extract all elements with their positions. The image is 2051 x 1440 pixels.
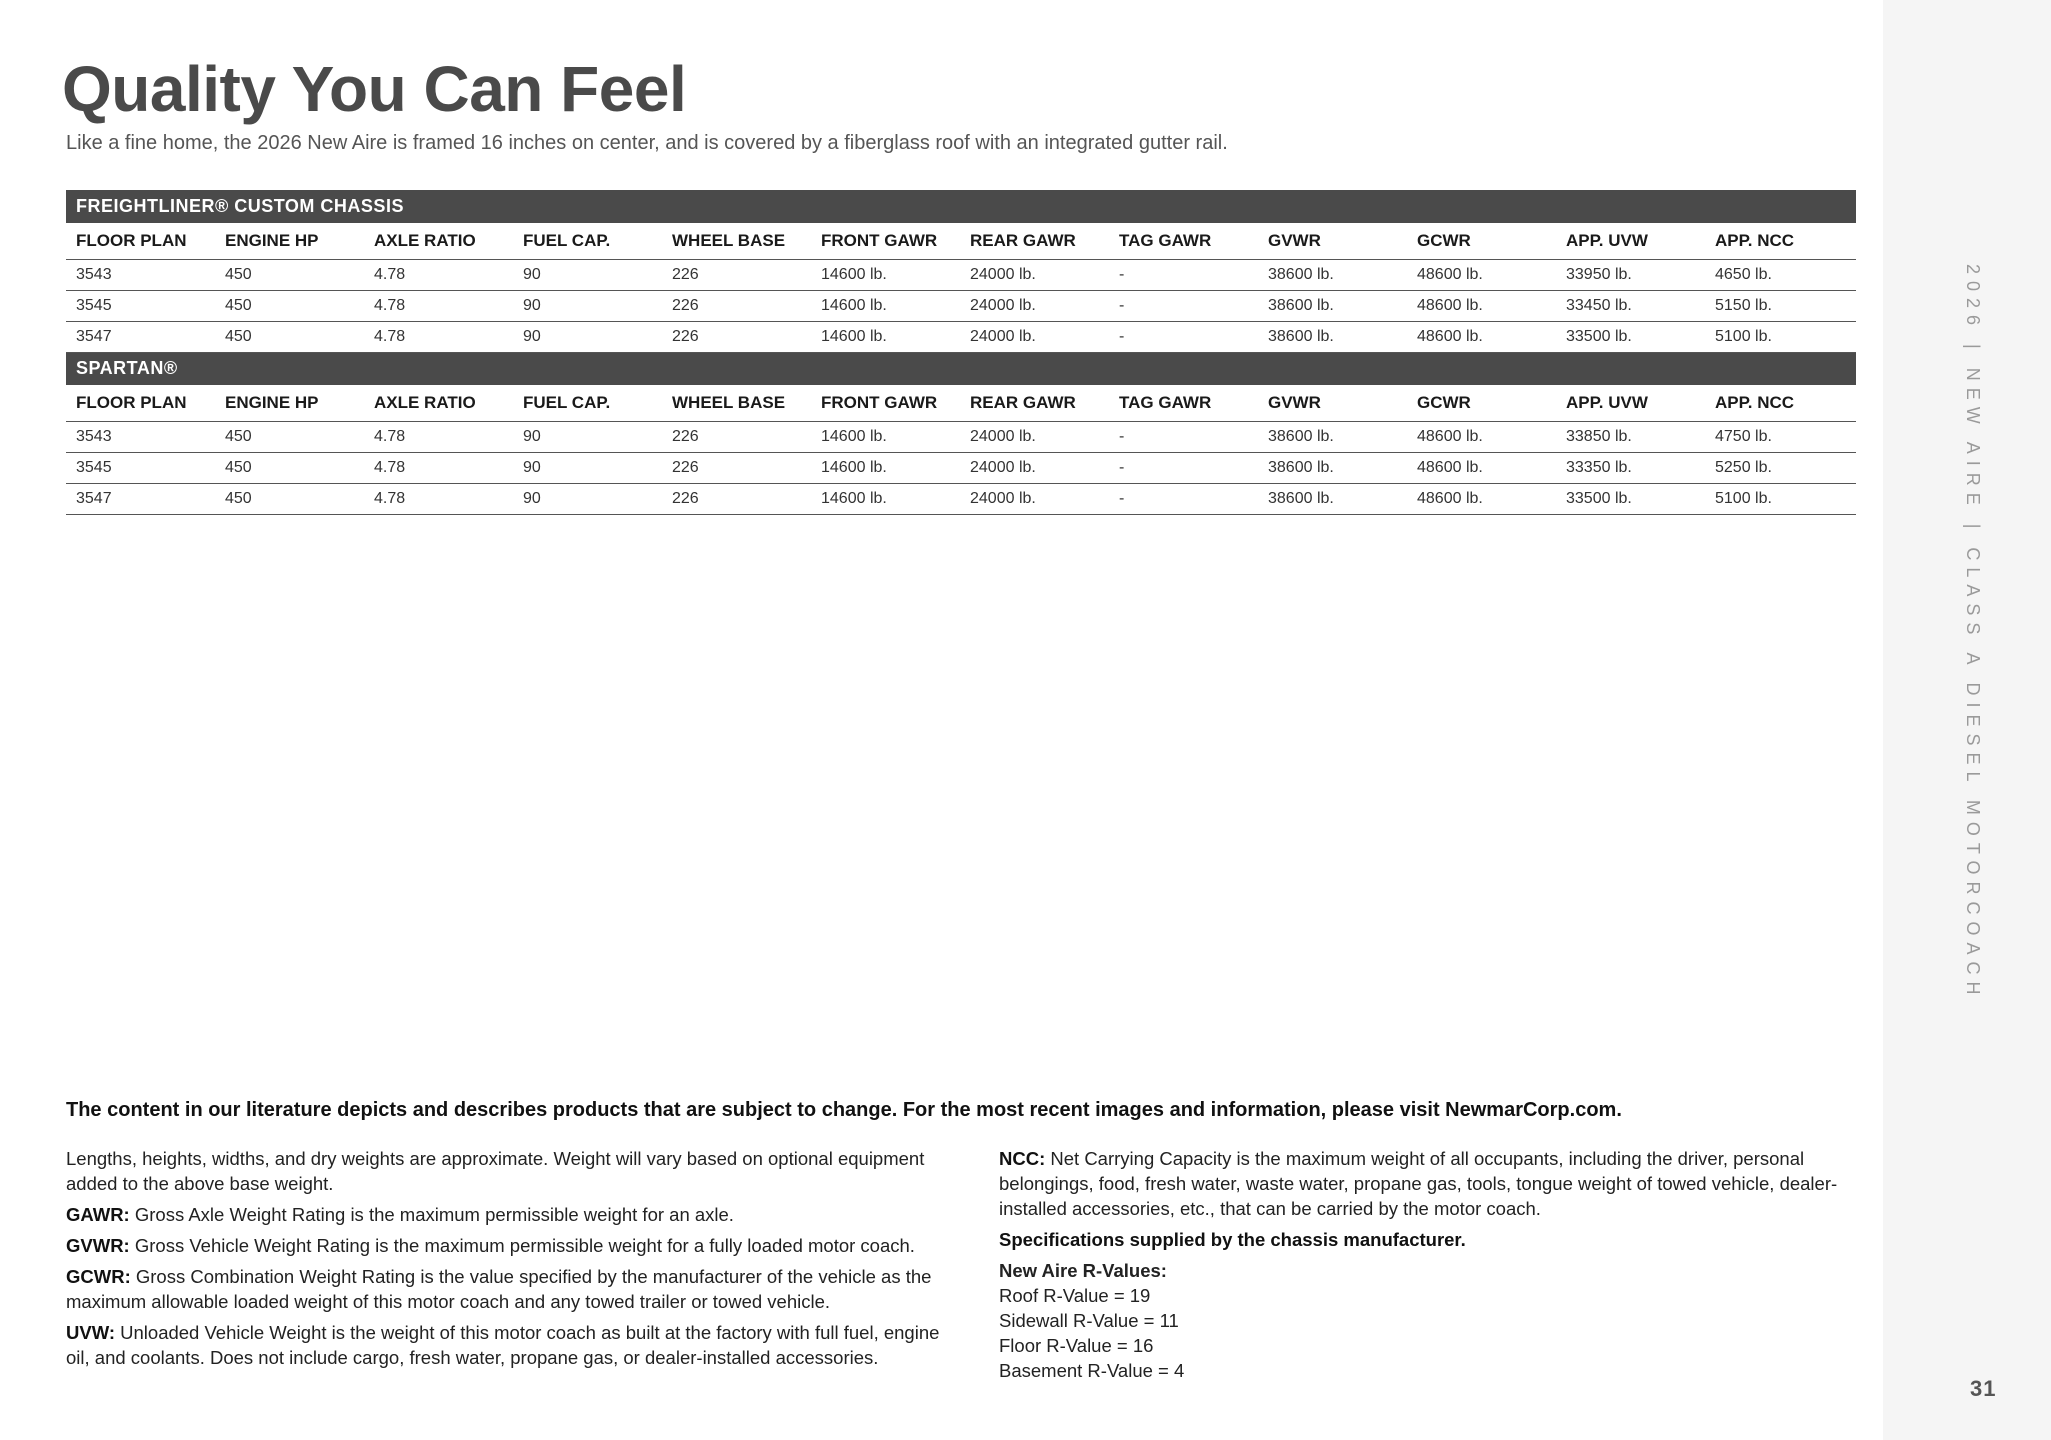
note-uvw: UVW: Unloaded Vehicle Weight is the weight of this motor coach as built at the factory with full fuel, engine oil, and coolants. Does not include cargo, fresh water, propane gas, or dealer-installed accessories. xyxy=(66,1322,940,1368)
table-row xyxy=(66,483,1856,514)
column-header: GVWR xyxy=(1258,223,1407,259)
table-cell: - xyxy=(1109,452,1258,483)
table-cell: 14600 lb. xyxy=(811,452,960,483)
rvalues-block xyxy=(999,1258,1869,1383)
table-cell: - xyxy=(1109,290,1258,321)
table-cell: 33500 lb. xyxy=(1556,483,1705,514)
table-cell: 5100 lb. xyxy=(1705,483,1856,514)
table-cell: 3547 xyxy=(66,321,215,352)
table-cell: 48600 lb. xyxy=(1407,421,1556,452)
note-ncc: NCC: Net Carrying Capacity is the maximum weight of all occupants, including the driver, personal belongings, food, fresh water, waste water, propane gas, tools, tongue weight of towed vehicle, dealer-installed accessories, etc., that can be carried by the motor coach. xyxy=(999,1148,1838,1219)
table-cell: 90 xyxy=(513,421,662,452)
rvalue-roof: Roof R-Value = 19 xyxy=(999,1285,1151,1306)
table-cell: 4.78 xyxy=(364,259,513,290)
table-cell: 48600 lb. xyxy=(1407,483,1556,514)
column-header: AXLE RATIO xyxy=(364,385,513,421)
table-cell: 48600 lb. xyxy=(1407,452,1556,483)
disclaimer: The content in our literature depicts and describes products that are subject to change. For the most recent images and information, please visit NewmarCorp.com. xyxy=(66,1099,1622,1121)
table-cell: 90 xyxy=(513,259,662,290)
table-cell: 48600 lb. xyxy=(1407,259,1556,290)
column-header: TAG GAWR xyxy=(1109,223,1258,259)
table-cell: 3543 xyxy=(66,259,215,290)
section-header xyxy=(66,352,1856,385)
column-header: APP. UVW xyxy=(1556,385,1705,421)
table-cell: 450 xyxy=(215,452,364,483)
notes-left xyxy=(66,1146,946,1376)
table-cell: 4650 lb. xyxy=(1705,259,1856,290)
column-header: GCWR xyxy=(1407,385,1556,421)
table-cell: 14600 lb. xyxy=(811,483,960,514)
table-cell: 450 xyxy=(215,290,364,321)
note-gawr: GAWR: Gross Axle Weight Rating is the maximum permissible weight for an axle. xyxy=(66,1204,734,1225)
table-cell: 33500 lb. xyxy=(1556,321,1705,352)
table-cell: 4.78 xyxy=(364,452,513,483)
table-cell: 226 xyxy=(662,452,811,483)
spec-table xyxy=(66,190,1856,515)
column-header: FRONT GAWR xyxy=(811,223,960,259)
table-cell: 33950 lb. xyxy=(1556,259,1705,290)
table-row xyxy=(66,259,1856,290)
table-cell: 3545 xyxy=(66,452,215,483)
table-cell: 90 xyxy=(513,290,662,321)
note-approximate: Lengths, heights, widths, and dry weights are approximate. Weight will vary based on optional equipment added to the above base weight. xyxy=(66,1148,925,1194)
table-cell: 14600 lb. xyxy=(811,290,960,321)
table-cell: 4.78 xyxy=(364,421,513,452)
table-cell: 48600 lb. xyxy=(1407,290,1556,321)
rvalue-floor: Floor R-Value = 16 xyxy=(999,1335,1154,1356)
column-header: APP. UVW xyxy=(1556,223,1705,259)
table-cell: 3545 xyxy=(66,290,215,321)
table-row xyxy=(66,321,1856,352)
column-header-row xyxy=(66,223,1856,259)
page-number: 31 xyxy=(1970,1376,1997,1401)
note-gcwr: GCWR: Gross Combination Weight Rating is the value specified by the manufacturer of the vehicle as the maximum allowable loaded weight of this motor coach and any towed trailer or towed vehicle. xyxy=(66,1266,932,1312)
column-header: FUEL CAP. xyxy=(513,385,662,421)
column-header: REAR GAWR xyxy=(960,385,1109,421)
table-cell: 450 xyxy=(215,259,364,290)
column-header: GCWR xyxy=(1407,223,1556,259)
table-cell: - xyxy=(1109,259,1258,290)
table-cell: 226 xyxy=(662,483,811,514)
table-cell: 4.78 xyxy=(364,321,513,352)
column-header: TAG GAWR xyxy=(1109,385,1258,421)
table-cell: 38600 lb. xyxy=(1258,421,1407,452)
table-cell: 3543 xyxy=(66,421,215,452)
column-header: ENGINE HP xyxy=(215,385,364,421)
table-cell: 24000 lb. xyxy=(960,290,1109,321)
table-cell: - xyxy=(1109,421,1258,452)
section-title: FREIGHTLINER® CUSTOM CHASSIS xyxy=(66,190,1856,223)
table-cell: - xyxy=(1109,321,1258,352)
table-cell: 450 xyxy=(215,483,364,514)
table-row xyxy=(66,421,1856,452)
table-cell: 24000 lb. xyxy=(960,321,1109,352)
table-cell: 24000 lb. xyxy=(960,259,1109,290)
table-cell: 5250 lb. xyxy=(1705,452,1856,483)
column-header: GVWR xyxy=(1258,385,1407,421)
table-cell: 24000 lb. xyxy=(960,452,1109,483)
table-cell: 4.78 xyxy=(364,290,513,321)
table-cell: 5150 lb. xyxy=(1705,290,1856,321)
column-header: FRONT GAWR xyxy=(811,385,960,421)
table-cell: 90 xyxy=(513,321,662,352)
spec-table-body xyxy=(66,190,1856,514)
column-header: WHEEL BASE xyxy=(662,385,811,421)
table-cell: 5100 lb. xyxy=(1705,321,1856,352)
column-header: FLOOR PLAN xyxy=(66,223,215,259)
table-cell: - xyxy=(1109,483,1258,514)
table-cell: 4.78 xyxy=(364,483,513,514)
table-cell: 38600 lb. xyxy=(1258,259,1407,290)
table-cell: 33350 lb. xyxy=(1556,452,1705,483)
table-cell: 38600 lb. xyxy=(1258,290,1407,321)
column-header: FUEL CAP. xyxy=(513,223,662,259)
table-row xyxy=(66,452,1856,483)
table-row xyxy=(66,290,1856,321)
table-cell: 226 xyxy=(662,421,811,452)
table-cell: 38600 lb. xyxy=(1258,321,1407,352)
column-header: APP. NCC xyxy=(1705,385,1856,421)
table-cell: 33450 lb. xyxy=(1556,290,1705,321)
column-header: APP. NCC xyxy=(1705,223,1856,259)
page-title: Quality You Can Feel xyxy=(62,53,687,125)
table-cell: 14600 lb. xyxy=(811,421,960,452)
table-cell: 24000 lb. xyxy=(960,483,1109,514)
vertical-label: 2026 | NEW AIRE | CLASS A DIESEL MOTORCOACH xyxy=(1963,264,1983,1002)
table-cell: 90 xyxy=(513,452,662,483)
column-header: AXLE RATIO xyxy=(364,223,513,259)
table-cell: 4750 lb. xyxy=(1705,421,1856,452)
table-cell: 226 xyxy=(662,259,811,290)
note-chassis: Specifications supplied by the chassis manufacturer. xyxy=(999,1229,1466,1250)
table-cell: 14600 lb. xyxy=(811,259,960,290)
column-header: REAR GAWR xyxy=(960,223,1109,259)
table-cell: 450 xyxy=(215,321,364,352)
table-cell: 38600 lb. xyxy=(1258,452,1407,483)
table-cell: 3547 xyxy=(66,483,215,514)
column-header: FLOOR PLAN xyxy=(66,385,215,421)
note-gvwr: GVWR: Gross Vehicle Weight Rating is the maximum permissible weight for a fully loaded motor coach. xyxy=(66,1235,915,1256)
rvalues-title: New Aire R-Values: xyxy=(999,1260,1167,1281)
table-cell: 450 xyxy=(215,421,364,452)
column-header: ENGINE HP xyxy=(215,223,364,259)
table-cell: 38600 lb. xyxy=(1258,483,1407,514)
rvalue-sidewall: Sidewall R-Value = 11 xyxy=(999,1310,1179,1331)
table-cell: 226 xyxy=(662,290,811,321)
table-cell: 14600 lb. xyxy=(811,321,960,352)
section-title: SPARTAN® xyxy=(66,352,1856,385)
column-header-row xyxy=(66,385,1856,421)
section-header xyxy=(66,190,1856,223)
page-subtitle: Like a fine home, the 2026 New Aire is framed 16 inches on center, and is covered by a fiberglass roof with an integrated gutter rail. xyxy=(66,132,1228,154)
notes-right xyxy=(999,1146,1869,1383)
table-cell: 48600 lb. xyxy=(1407,321,1556,352)
table-cell: 90 xyxy=(513,483,662,514)
rvalue-basement: Basement R-Value = 4 xyxy=(999,1360,1185,1381)
table-cell: 24000 lb. xyxy=(960,421,1109,452)
table-cell: 226 xyxy=(662,321,811,352)
column-header: WHEEL BASE xyxy=(662,223,811,259)
table-cell: 33850 lb. xyxy=(1556,421,1705,452)
